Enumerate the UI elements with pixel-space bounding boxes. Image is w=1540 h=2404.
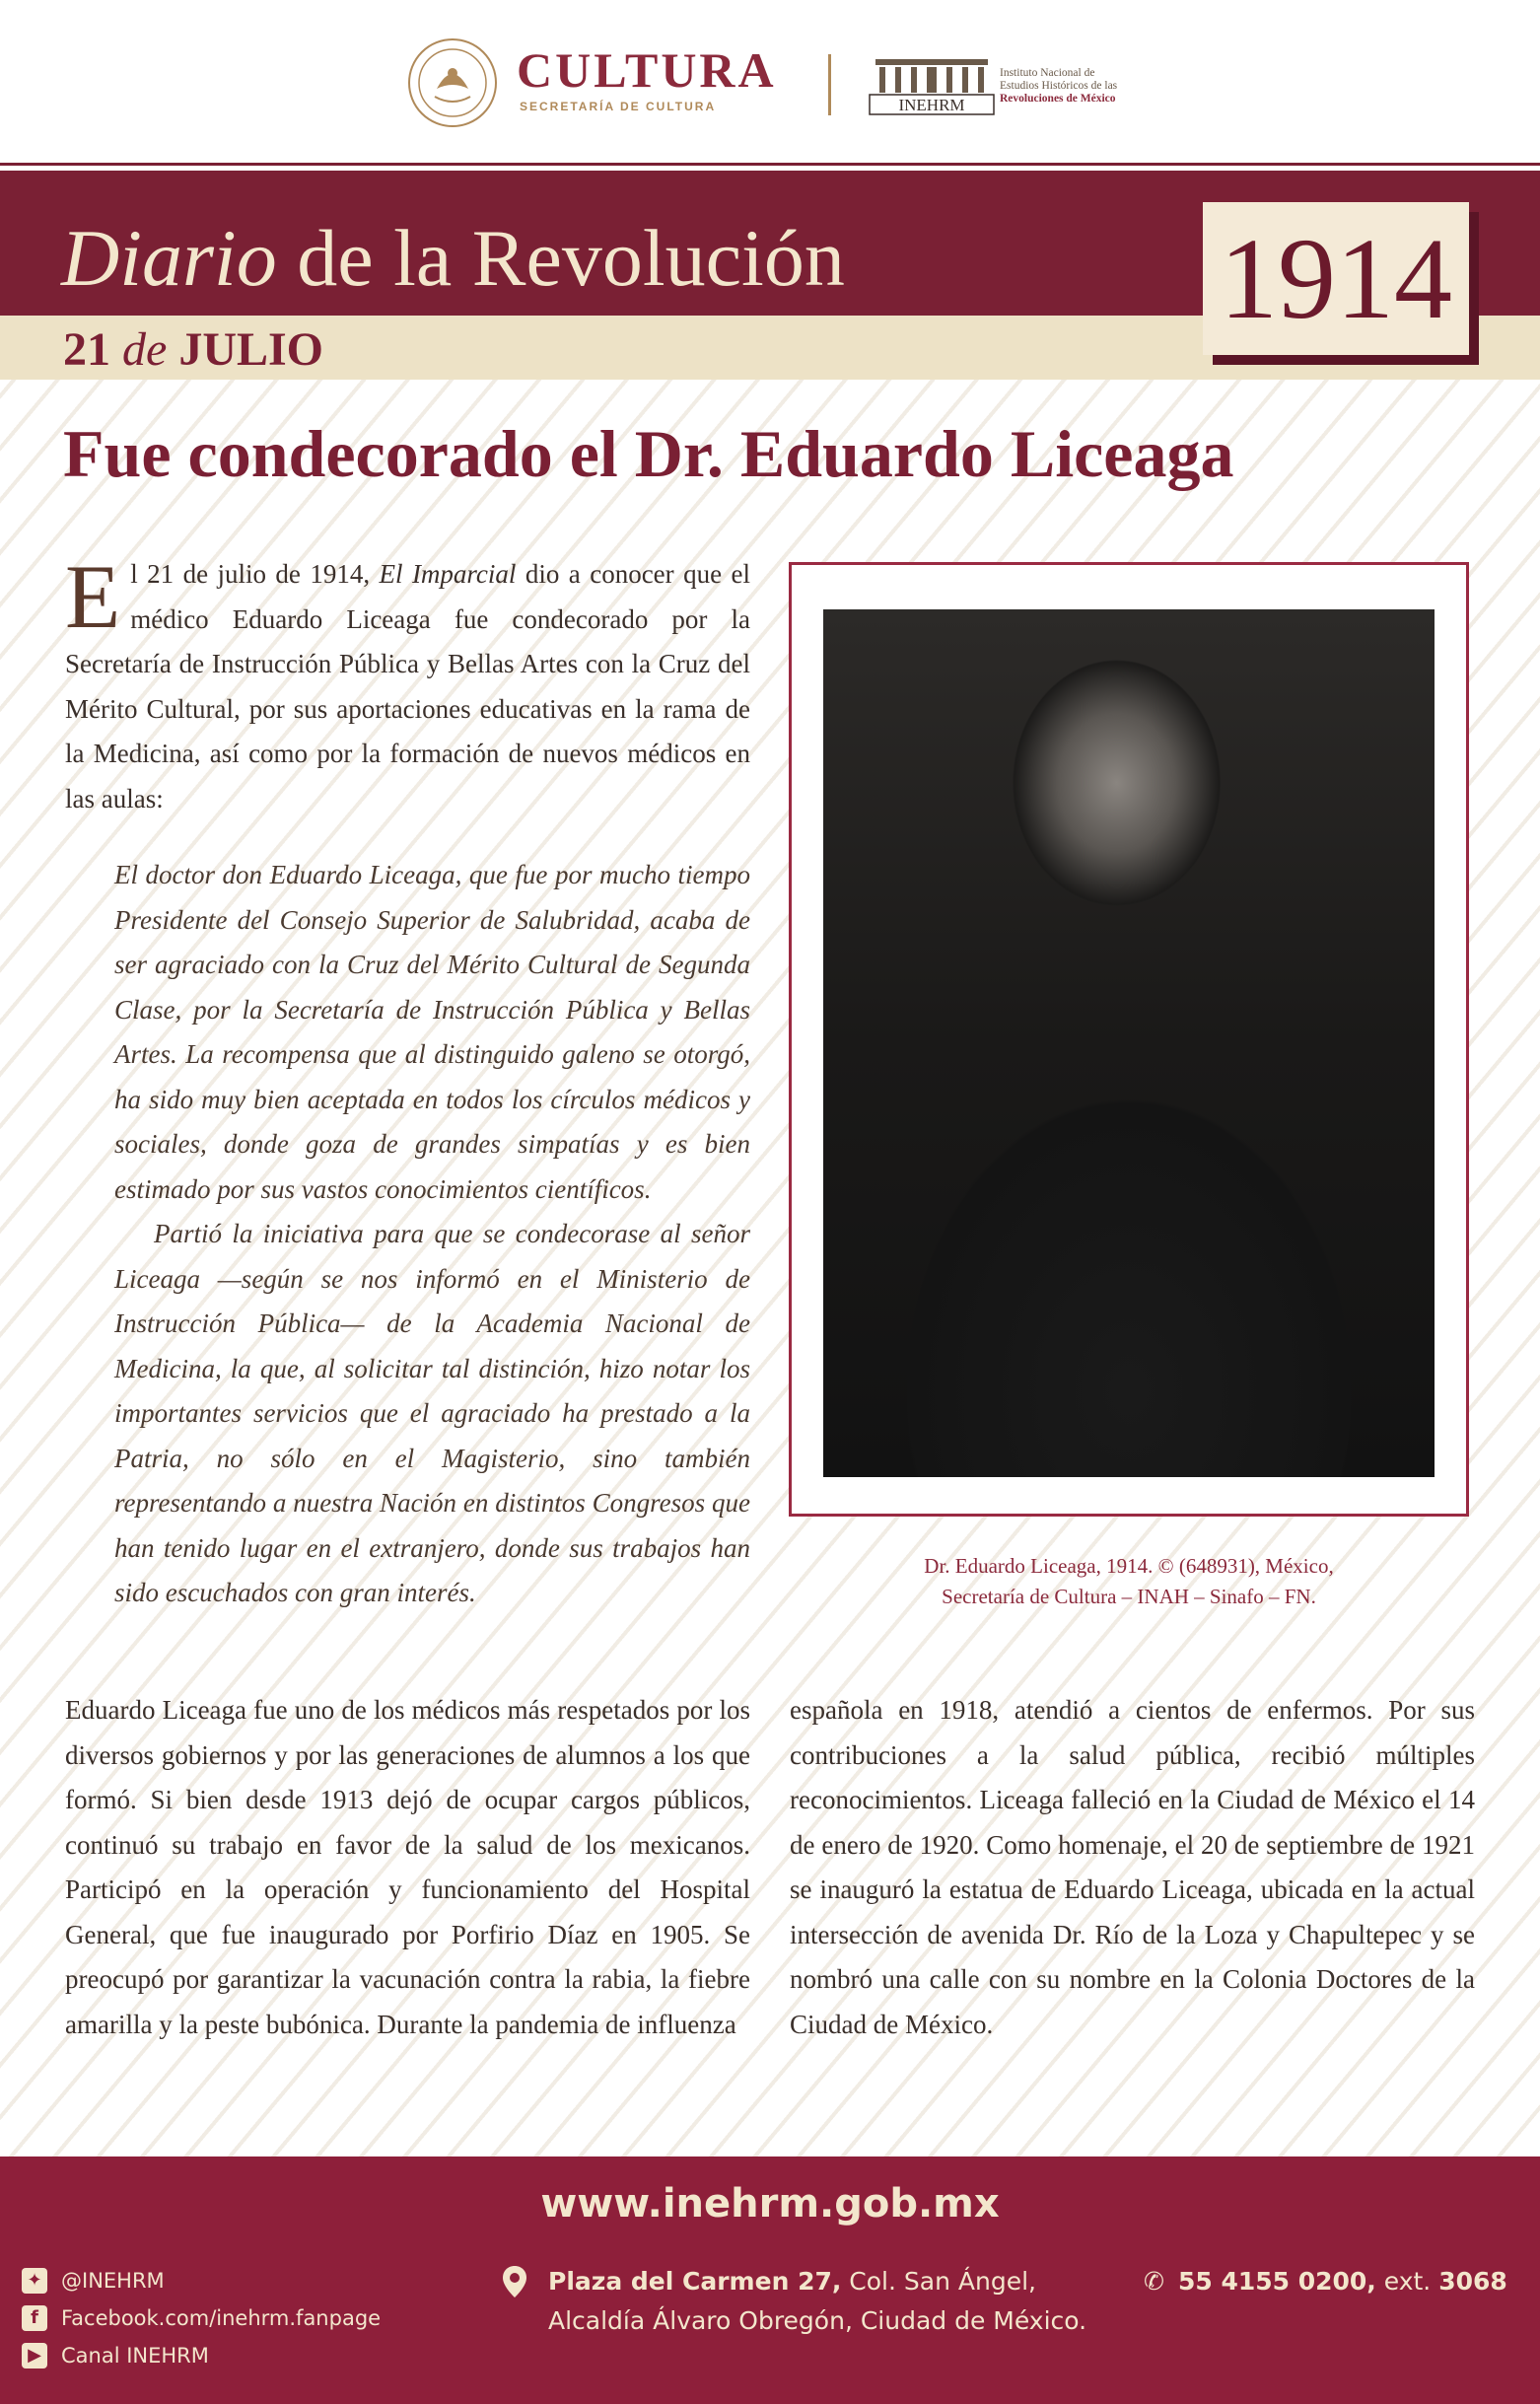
date bbox=[63, 320, 323, 380]
banner-title-italic: Diario bbox=[61, 213, 277, 303]
cultura-title: CULTURA bbox=[517, 42, 777, 98]
caption-line-1: Dr. Eduardo Liceaga, 1914. © (648931), México, bbox=[924, 1554, 1334, 1578]
youtube-channel: Canal INEHRM bbox=[61, 2344, 209, 2368]
phone-number: 55 4155 0200, bbox=[1177, 2267, 1376, 2296]
block-quote bbox=[114, 853, 750, 1616]
twitter-link[interactable] bbox=[22, 2262, 381, 2299]
lead-newspaper-name: El Imparcial bbox=[379, 559, 517, 589]
caption-line-2: Secretaría de Cultura – INAH – Sinafo – FN. bbox=[942, 1585, 1316, 1608]
inehrm-line-1: Instituto Nacional de bbox=[1000, 67, 1095, 79]
date-month: JULIO bbox=[178, 323, 324, 376]
facebook-link[interactable] bbox=[22, 2299, 381, 2337]
header-logos bbox=[0, 0, 1540, 168]
drop-cap: E bbox=[65, 546, 121, 647]
banner-title bbox=[61, 214, 845, 303]
date-de: de bbox=[122, 323, 168, 376]
youtube-link[interactable] bbox=[22, 2337, 381, 2374]
youtube-icon: ▶ bbox=[22, 2343, 47, 2369]
lead-paragraph bbox=[65, 546, 750, 821]
photo-caption bbox=[789, 1551, 1469, 1612]
year: 1914 bbox=[1220, 214, 1452, 343]
phone-ext: 3068 bbox=[1438, 2267, 1507, 2296]
website-link[interactable]: www.inehrm.gob.mx bbox=[540, 2181, 1000, 2227]
quote-paragraph-2: Partió la iniciativa para que se condecorase al señor Liceaga —según se nos informó en el Ministerio de Instrucción Pública— de la Academia Nacional de Medicina, la que, al solicitar tal distinción, hizo notar los importantes servicios que el agraciado ha prestado a la Patria, no sólo en el Magisterio, sino también representando a nuestra Nación en distintos Congresos que han tenido lugar en el extranjero, donde sus trabajos han sido escuchados con gran interés. bbox=[114, 1219, 750, 1607]
date-day: 21 bbox=[63, 323, 110, 376]
cultura-subtitle: SECRETARÍA DE CULTURA bbox=[520, 100, 717, 113]
lead-part-2: dio a conocer que el médico Eduardo Liceaga fue condecorado por la Secretaría de Instrucción Pública y Bellas Artes con la Cruz del Mérito Cultural, por sus aportaciones educativas en la rama de la Medicina, así como por la formación de nuevos médicos en las aulas: bbox=[65, 559, 750, 813]
banner-title-rest: de la Revolución bbox=[276, 213, 845, 303]
twitter-icon: ✦ bbox=[22, 2268, 47, 2294]
inehrm-logo-text: INEHRM bbox=[898, 96, 965, 114]
header-rule bbox=[0, 163, 1540, 166]
social-links bbox=[22, 2262, 381, 2374]
inehrm-line-2: Estudios Históricos de las bbox=[1000, 80, 1118, 92]
body-left-column: Eduardo Liceaga fue uno de los médicos más respetados por los diversos gobiernos y por las generaciones de alumnos a los que formó. Si bien desde 1913 dejó de ocupar cargos públicos, continuó su trabajo en favor de la salud de los mexicanos. Participó en la operación y funcionamiento del Hospital General, que fue inaugurado por Porfirio Díaz en 1905. Se preocupó por garantizar la vacunación contra la rabia, la fiebre amarilla y la peste bubónica. Durante la pandemia de influenza bbox=[65, 1695, 750, 2039]
mexican-seal-icon bbox=[407, 37, 498, 128]
phone-icon: ✆ bbox=[1144, 2267, 1164, 2296]
inehrm-line-3: Revoluciones de México bbox=[1000, 93, 1116, 105]
location-pin-icon bbox=[503, 2266, 526, 2298]
facebook-url: Facebook.com/inehrm.fanpage bbox=[61, 2306, 382, 2330]
quote-paragraph-1: El doctor don Eduardo Liceaga, que fue por mucho tiempo Presidente del Consejo Superior de Salubridad, acaba de ser agraciado con la Cruz del Mérito Cultural de Segunda Clase, por la Secretaría de Instrucción Pública y Bellas Artes. La recompensa que al distinguido galeno se otorgó, ha sido muy bien aceptada en todos los círculos médicos y sociales, donde goza de grandes simpatías y es bien estimado por sus vastos conocimientos científicos. bbox=[114, 860, 750, 1204]
lead-part-1: l 21 de julio de 1914, bbox=[130, 559, 380, 589]
facebook-icon: f bbox=[22, 2305, 47, 2331]
address-street: Plaza del Carmen 27, bbox=[548, 2267, 842, 2296]
address-colonia: Col. San Ángel, bbox=[841, 2267, 1036, 2296]
logo-divider bbox=[828, 54, 831, 115]
inehrm-building-logo bbox=[868, 55, 996, 116]
phone-ext-label: ext. bbox=[1375, 2267, 1439, 2296]
phone[interactable] bbox=[1144, 2262, 1507, 2301]
body-right-column: española en 1918, atendió a cientos de enfermos. Por sus contribuciones a la salud pública, recibió múltiples reconocimientos. Liceaga falleció en la Ciudad de México el 14 de enero de 1920. Como homenaje, el 20 de septiembre de 1921 se inauguró la estatua de Eduardo Liceaga, ubicada en la actual intersección de avenida Dr. Río de la Loza y Chapultepec y se nombró una calle con su nombre en la Colonia Doctores de la Ciudad de México. bbox=[790, 1695, 1475, 2039]
twitter-handle: @INEHRM bbox=[61, 2269, 165, 2293]
portrait-photo bbox=[823, 609, 1435, 1477]
inehrm-name bbox=[1000, 67, 1117, 106]
headline: Fue condecorado el Dr. Eduardo Liceaga bbox=[63, 416, 1234, 491]
address-line-2: Alcaldía Álvaro Obregón, Ciudad de México. bbox=[548, 2306, 1087, 2335]
